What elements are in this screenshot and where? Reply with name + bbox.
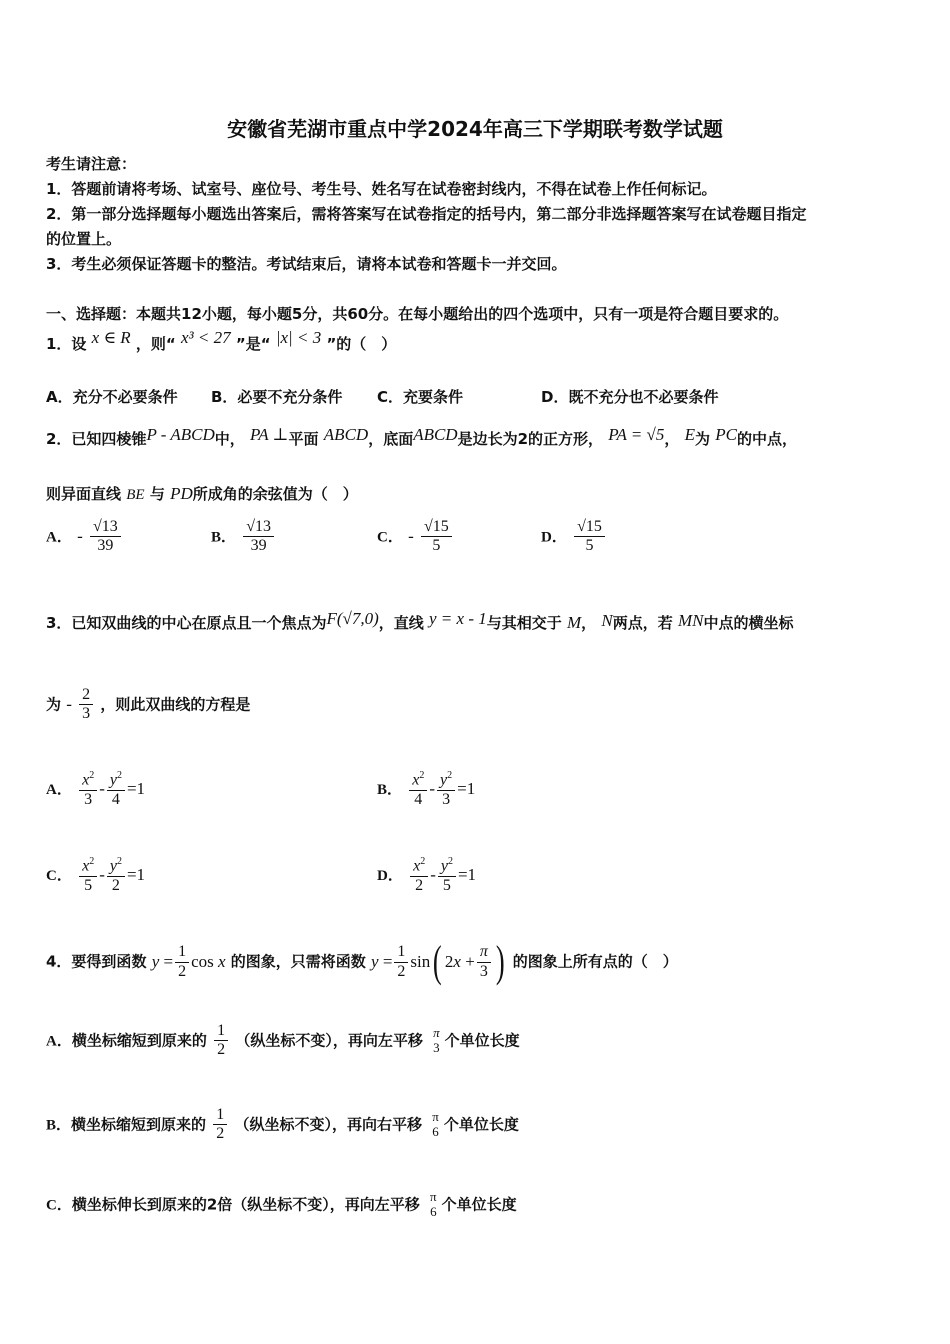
- q4-option-b-shift-fraction: π 6: [432, 1108, 439, 1139]
- q3-option-a[interactable]: A． $\frac{x^2}{3}$ - $\frac{y^2}{4}$ =1: [46, 770, 146, 808]
- q3-option-d-a: 2: [415, 876, 424, 894]
- q2-text-8: 的中点，: [736, 430, 797, 448]
- q2-option-c-fraction: [421, 518, 452, 556]
- q2-option-c-label: C．: [377, 529, 403, 546]
- q2-option-d-label: D．: [541, 529, 567, 546]
- q4-option-c-label: C．: [46, 1197, 72, 1214]
- q2-math-4: ABCD: [413, 425, 458, 444]
- q2-math-2: PA ⊥: [250, 425, 289, 444]
- q2-option-d-num: √15: [574, 518, 605, 537]
- q2-math-1: P - ABCD: [146, 425, 215, 444]
- q3-l2-sign: -: [66, 694, 72, 714]
- q4-option-b-text-3: 个单位长度: [443, 1115, 519, 1134]
- q2-option-c-num: √15: [421, 518, 452, 537]
- question-4: [46, 937, 678, 986]
- q1-option-d[interactable]: D．既不充分也不必要条件: [541, 388, 719, 406]
- q4-formula-2: y = $\frac{1}{2}$ sin( 2x + $\frac{\pi}{3}$ ): [371, 937, 505, 986]
- q1-math-3: |x| < 3: [275, 328, 322, 347]
- q2-math-7: PC: [715, 425, 737, 444]
- q4-option-b[interactable]: [46, 1106, 519, 1144]
- q4-text-2: 的图象，只需将函数: [230, 952, 366, 971]
- q3-math-5: MN: [678, 611, 704, 630]
- q2-text-4: ，底面: [368, 430, 414, 448]
- q4-option-c[interactable]: [46, 1190, 517, 1220]
- q2-option-c[interactable]: [377, 518, 454, 556]
- q4-option-c-shift-fraction: π 6: [430, 1189, 437, 1219]
- q2-text-3: 平面: [288, 430, 319, 448]
- q3-option-c-x-fraction: $\frac{x^2}{5}$: [79, 856, 97, 895]
- q3-option-c[interactable]: C． $\frac{x^2}{5}$ - $\frac{y^2}{2}$ =1: [46, 856, 146, 894]
- q3-option-b-x-fraction: $\frac{x^2}{4}$: [409, 770, 427, 809]
- q3-text-4: ，: [581, 614, 597, 632]
- q4-option-c-text-3: 个单位长度: [441, 1195, 517, 1214]
- q2-text-2: 中，: [214, 430, 245, 448]
- question-3: [46, 609, 794, 633]
- q4-option-b-text-2: （纵坐标不变），再向右平移: [234, 1115, 423, 1134]
- q4-formula-1: y = $\frac{1}{2}$ cos x: [151, 943, 226, 980]
- q3-text-2: ，直线: [378, 614, 424, 632]
- q3-option-a-label: A．: [46, 782, 72, 799]
- q3-option-c-label: C．: [46, 868, 72, 885]
- q2-option-a-den: 39: [97, 537, 114, 555]
- q1-option-c[interactable]: C．充要条件: [377, 388, 464, 406]
- q3-l2-text-1: 为: [46, 695, 62, 714]
- q2-text-5: 是边长为2的正方形，: [457, 430, 604, 448]
- q3-option-c-a: 5: [84, 876, 93, 894]
- notice-heading: 考生请注意：: [46, 155, 137, 173]
- q4-option-c-text-1: 横坐标伸长到原来的2倍（纵坐标不变），再向左平移: [71, 1195, 420, 1214]
- notice-line-1: 1．答题前请将考场、试室号、座位号、考生号、姓名写在试卷密封线内，不得在试卷上作任何标记。: [46, 180, 717, 198]
- q3-option-c-y-fraction: $\frac{y^2}{2}$: [107, 856, 125, 895]
- q4-option-a-shift-fraction: π 3: [433, 1024, 440, 1055]
- q3-l2-num: 2: [79, 686, 93, 705]
- q3-option-b[interactable]: B． $\frac{x^2}{4}$ - $\frac{y^2}{3}$ =1: [377, 770, 476, 808]
- q3-option-a-y-fraction: $\frac{y^2}{4}$: [107, 770, 125, 809]
- q2-option-a-label: A．: [46, 529, 72, 546]
- q3-option-a-b: 4: [111, 790, 120, 808]
- q3-math-3: M: [566, 613, 582, 632]
- question-2: [46, 425, 797, 449]
- q2-option-b-den: 39: [250, 537, 267, 555]
- q3-option-b-label: B．: [377, 782, 403, 799]
- q2-option-a-sign: -: [77, 526, 83, 546]
- section-heading: 一、选择题：本题共12小题，每小题5分，共60分。在每小题给出的四个选项中，只有一项是符合题目要求的。: [46, 305, 789, 323]
- q2-option-b-fraction: [243, 518, 274, 556]
- q3-option-d-y-fraction: $\frac{y^2}{5}$: [438, 856, 456, 895]
- q3-option-a-a: 3: [84, 790, 93, 808]
- q2-text-1: 2．已知四棱锥: [46, 430, 147, 448]
- q3-option-d-label: D．: [377, 868, 403, 885]
- q3-math-1: F(√7,0): [326, 609, 379, 628]
- q1-option-a[interactable]: A．充分不必要条件: [46, 388, 178, 406]
- q4-text-3: 的图象上所有点的（ ）: [512, 952, 678, 971]
- q3-text-5: 两点，若: [612, 614, 673, 632]
- q2-option-c-sign: -: [408, 526, 414, 546]
- q3-option-d-x-fraction: $\frac{x^2}{2}$: [410, 856, 428, 895]
- q2-option-b[interactable]: [211, 518, 276, 556]
- q4-option-a-scale-fraction: $\frac{1}{2}$: [214, 1022, 228, 1060]
- q3-l2-den: 3: [82, 705, 91, 723]
- q2-l2-text-1: 则异面直线: [46, 485, 122, 503]
- q1-math-1: x ∈ R: [91, 328, 131, 347]
- q1-text-1: 1．设: [46, 335, 87, 353]
- q4-option-b-text-1: 横坐标缩短到原来的: [71, 1115, 207, 1134]
- page-title: 安徽省芜湖市重点中学2024年高三下学期联考数学试题: [227, 117, 723, 141]
- q4-option-b-scale-fraction: $\frac{1}{2}$: [213, 1106, 227, 1144]
- notice-line-2a: 2．第一部分选择题每小题选出答案后，需将答案写在试卷指定的括号内，第二部分非选择题答案写在试卷题目指定: [46, 205, 807, 223]
- question-1: [46, 328, 397, 354]
- q2-text-7: 为: [695, 430, 711, 448]
- q1-text-3: ”是“: [235, 335, 271, 353]
- q4-text-1: 4．要得到函数: [46, 952, 147, 971]
- q4-option-b-label: B．: [46, 1117, 72, 1134]
- q3-option-b-a: 4: [414, 790, 423, 808]
- notice-line-3: 3．考生必须保证答题卡的整洁。考试结束后，请将本试卷和答题卡一并交回。: [46, 255, 567, 273]
- q2-l2-text-2: 与: [149, 485, 165, 503]
- q2-option-b-label: B．: [211, 529, 237, 546]
- question-3-line-2: [46, 686, 250, 724]
- q2-option-c-den: 5: [432, 537, 441, 555]
- q4-option-a[interactable]: [46, 1022, 520, 1060]
- q3-option-d-b: 5: [442, 876, 451, 894]
- q2-l2-math-1: BE: [126, 487, 145, 503]
- q2-text-6: ，: [664, 430, 680, 448]
- q4-option-a-text-1: 横坐标缩短到原来的: [71, 1031, 207, 1050]
- q3-l2-text-2: ，则此双曲线的方程是: [100, 695, 251, 714]
- q2-option-b-num: √13: [243, 518, 274, 537]
- q3-math-4: N: [601, 611, 613, 630]
- q3-option-a-x-fraction: $\frac{x^2}{3}$: [79, 770, 97, 809]
- q2-l2-text-3: 所成角的余弦值为（ ）: [192, 485, 358, 503]
- q2-math-5: PA = √5: [608, 425, 665, 444]
- q2-option-d[interactable]: [541, 518, 607, 556]
- q2-option-d-den: 5: [585, 537, 594, 555]
- q4-option-a-label: A．: [46, 1033, 72, 1050]
- q2-l2-math-2: PD: [170, 484, 193, 503]
- q1-text-4: ”的（ ）: [326, 335, 397, 353]
- q3-option-b-y-fraction: $\frac{y^2}{3}$: [437, 770, 455, 809]
- q3-option-d[interactable]: D． $\frac{x^2}{2}$ - $\frac{y^2}{5}$ =1: [377, 856, 477, 894]
- q1-option-b[interactable]: B．必要不充分条件: [211, 388, 343, 406]
- q1-math-2: x³ < 27: [181, 328, 231, 347]
- q3-text-6: 中点的横坐标: [703, 614, 794, 632]
- q2-option-d-fraction: [574, 518, 605, 556]
- q2-option-a-num: √13: [90, 518, 121, 537]
- notice-line-2b: 的位置上。: [46, 230, 122, 248]
- q1-text-2: ，则“: [135, 335, 176, 353]
- q2-math-3: ABCD: [323, 425, 369, 444]
- q3-option-c-b: 2: [111, 876, 120, 894]
- q2-math-6: E: [684, 425, 695, 444]
- q4-option-a-text-3: 个单位长度: [444, 1031, 520, 1050]
- q3-math-2: y = x - 1: [429, 609, 487, 628]
- q3-text-3: 与其相交于: [486, 614, 562, 632]
- q2-option-a[interactable]: [46, 518, 123, 556]
- q3-option-b-b: 3: [442, 790, 451, 808]
- q3-text-1: 3．已知双曲线的中心在原点且一个焦点为: [46, 614, 327, 632]
- q2-option-a-fraction: [90, 518, 121, 556]
- q3-l2-fraction: [79, 686, 93, 724]
- q4-option-a-text-2: （纵坐标不变），再向左平移: [235, 1031, 423, 1050]
- question-2-line-2: [46, 483, 358, 504]
